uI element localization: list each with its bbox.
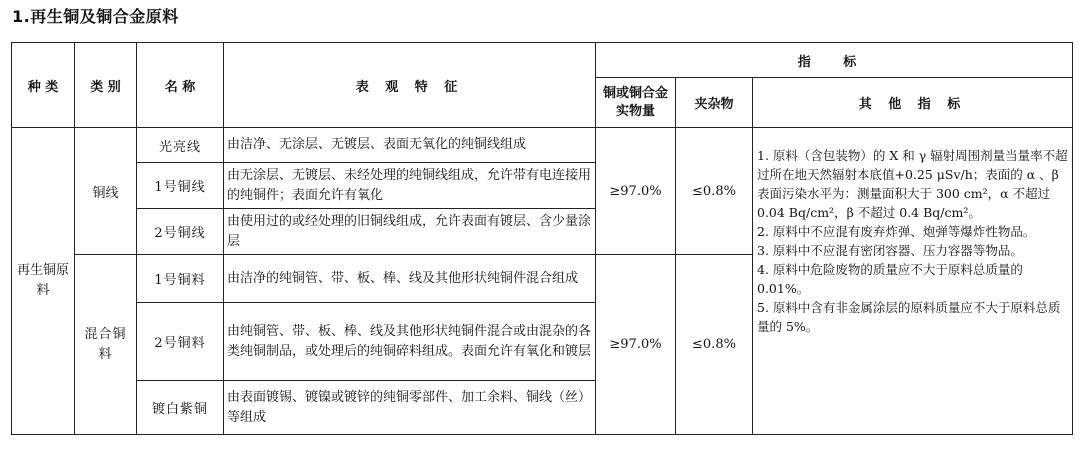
table-row <box>12 128 1073 163</box>
other-indicators-cell <box>753 128 1073 435</box>
page-title: 1.再生铜及铜合金原料 <box>12 7 179 26</box>
appearance-cell: 由洁净、无涂层、无镀层、表面无氧化的纯铜线组成 <box>224 128 596 163</box>
header-other: 其 他 指 标 <box>753 78 1073 128</box>
name-cell: 镀白紫铜 <box>137 381 224 435</box>
header-row-1 <box>12 43 1073 78</box>
header-name: 名 称 <box>137 43 224 128</box>
appearance-cell: 由无涂层、无镀层、未经处理的纯铜线组成，允许带有电连接用的纯铜件；表面允许有氧化 <box>224 163 596 209</box>
copper-content-cell: ≥97.0% <box>596 255 676 435</box>
appearance-cell: 由纯铜管、带、板、棒、线及其他形状纯铜件混合或由混杂的各类纯铜制品，或处理后的纯铜碎料组成。表面允许有氧化和镀层 <box>224 303 596 381</box>
appearance-cell: 由使用过的或经处理的旧铜线组成，允许表面有镀层、含少量涂层 <box>224 209 596 255</box>
header-appearance: 表 观 特 征 <box>224 43 596 128</box>
header-type: 类 别 <box>75 43 137 128</box>
raw-material-table <box>11 42 1073 435</box>
name-cell: 光亮线 <box>137 128 224 163</box>
category-cell: 再生铜原料 <box>12 128 75 435</box>
impurities-cell: ≤0.8% <box>676 255 753 435</box>
header-indicators: 指 标 <box>596 43 1073 78</box>
header-impurities: 夹杂物 <box>676 78 753 128</box>
header-copper-content: 铜或铜合金实物量 <box>596 78 676 128</box>
appearance-cell: 由表面镀锡、镀镍或镀锌的纯铜零部件、加工余料、铜线（丝）等组成 <box>224 381 596 435</box>
copper-content-cell: ≥97.0% <box>596 128 676 255</box>
other-item-3: 3. 原料中不应混有密闭容器、压力容器等物品。 <box>757 243 1023 258</box>
header-category: 种 类 <box>12 43 75 128</box>
other-item-5: 5. 原料中含有非金属涂层的原料质量应不大于原料总质量的 5%。 <box>757 300 1061 334</box>
other-item-1: 1. 原料（含包装物）的 X 和 γ 辐射周围剂量当量率不超过所在地天然辐射本底值+0.25 μSv/h；表面的 α 、β 表面污染水平为：测量面积大于 300 cm²，α 不超过 0.04 Bq/cm²，β 不超过 0.4 Bq/cm²。 <box>757 148 1068 220</box>
name-cell: 1号铜线 <box>137 163 224 209</box>
type-cell-mixed-copper: 混合铜料 <box>75 255 137 435</box>
name-cell: 2号铜料 <box>137 303 224 381</box>
type-cell-copper-wire: 铜线 <box>75 128 137 255</box>
other-item-2: 2. 原料中不应混有废弃炸弹、炮弹等爆炸性物品。 <box>757 224 1036 239</box>
other-item-4: 4. 原料中危险废物的质量应不大于原料总质量的 0.01%。 <box>757 262 1023 296</box>
name-cell: 1号铜料 <box>137 255 224 303</box>
appearance-cell: 由洁净的纯铜管、带、板、棒、线及其他形状纯铜件混合组成 <box>224 255 596 303</box>
impurities-cell: ≤0.8% <box>676 128 753 255</box>
name-cell: 2号铜线 <box>137 209 224 255</box>
